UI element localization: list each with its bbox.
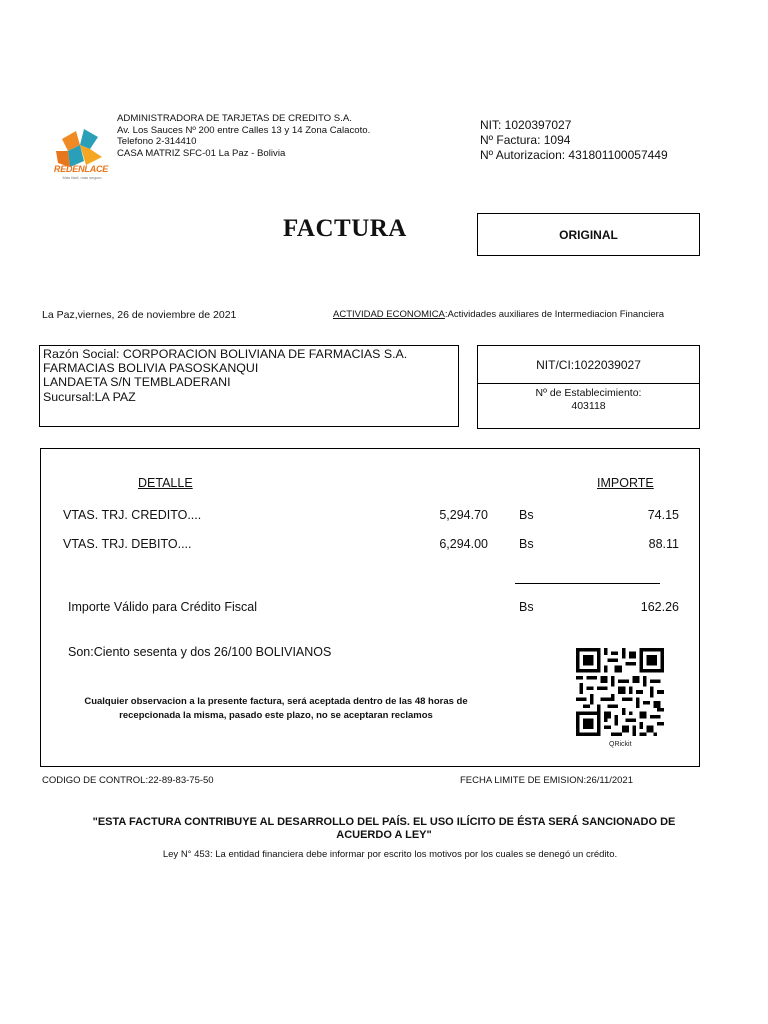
issuer-casa-matriz: CASA MATRIZ SFC-01 La Paz - Bolivia <box>117 147 286 159</box>
autorizacion-number: Nº Autorizacion: 431801100057449 <box>480 148 668 162</box>
codigo-control: CODIGO DE CONTROL:22-89-83-75-50 <box>42 775 214 786</box>
factura-number: Nº Factura: 1094 <box>480 133 571 147</box>
ley-453-notice: Ley N° 453: La entidad financiera debe informar por escrito los motivos por los cuales se denegó un crédito. <box>162 849 618 860</box>
page-title: FACTURA <box>283 215 407 242</box>
total-value: 162.26 <box>640 600 679 614</box>
row-credito-importe: 74.15 <box>647 508 679 522</box>
row-debito-amount: 6,294.00 <box>439 537 488 551</box>
nit-ci: NIT/CI:1022039027 <box>536 357 641 372</box>
legend-line-1: "ESTA FACTURA CONTRIBUYE AL DESARROLLO DEL PAÍS. EL USO ILÍCITO DE ÉSTA SERÁ SANCIONADO DE <box>92 816 676 828</box>
notice-line-1: Cualquier observacion a la presente factura, será aceptada dentro de las 48 horas de <box>84 696 468 707</box>
observation-notice <box>60 695 492 722</box>
total-currency: Bs <box>519 600 534 614</box>
issuer-name: ADMINISTRADORA DE TARJETAS DE CREDITO S.A. <box>117 113 352 124</box>
issuer-address: Av. Los Sauces Nº 200 entre Calles 13 y 14 Zona Calacoto. <box>117 124 371 136</box>
nit-ci-cell <box>478 346 699 384</box>
sucursal: Sucursal:LA PAZ <box>43 389 136 404</box>
issuer-phone: Telefono 2-314410 <box>117 136 197 147</box>
establecimiento-value: 403118 <box>571 400 606 412</box>
tax-info <box>480 118 668 163</box>
row-credito-currency: Bs <box>519 508 534 522</box>
legal-legend <box>70 816 698 841</box>
qr-label: QRickit <box>609 741 632 748</box>
header-importe: IMPORTE <box>597 476 654 490</box>
fecha-limite-emision: FECHA LIMITE DE EMISION:26/11/2021 <box>460 775 633 786</box>
client-line-3: LANDAETA S/N TEMBLADERANI <box>43 375 231 390</box>
razon-social: Razón Social: CORPORACION BOLIVIANA DE FARMACIAS S.A. <box>43 347 408 361</box>
logo-brand-text: REDENLACE <box>53 164 109 174</box>
notice-line-2: recepcionada la misma, pasado este plazo, no se aceptaran reclamos <box>119 709 433 721</box>
row-credito-amount: 5,294.70 <box>439 508 488 522</box>
client-info <box>43 347 407 404</box>
actividad-economica <box>333 309 664 320</box>
qr-code-icon <box>576 648 664 736</box>
row-debito-currency: Bs <box>519 537 534 551</box>
invoice-date: La Paz,viernes, 26 de noviembre de 2021 <box>42 309 237 321</box>
logo-tagline: Más fácil, más seguro <box>62 175 102 180</box>
copy-label-box <box>477 213 700 256</box>
header-detalle: DETALLE <box>138 476 193 490</box>
client-line-2: FARMACIAS BOLIVIA PASOSKANQUI <box>43 361 259 376</box>
legend-line-2: ACUERDO A LEY" <box>336 828 432 841</box>
actividad-label: ACTIVIDAD ECONOMICA <box>333 309 445 320</box>
establecimiento-label: Nº de Establecimiento: <box>535 387 642 399</box>
establecimiento <box>478 387 699 413</box>
amount-in-words: Son:Ciento sesenta y dos 26/100 BOLIVIANOS <box>68 645 332 659</box>
issuer-info <box>117 113 370 159</box>
actividad-value: :Actividades auxiliares de Intermediacion Financiera <box>444 309 665 320</box>
row-debito-desc: VTAS. TRJ. DEBITO.... <box>63 537 192 551</box>
total-rule <box>515 583 660 584</box>
copy-label: ORIGINAL <box>559 227 618 242</box>
row-debito-importe: 88.11 <box>648 537 679 551</box>
row-credito-desc: VTAS. TRJ. CREDITO.... <box>63 508 202 522</box>
nit: NIT: 1020397027 <box>480 118 572 132</box>
total-label: Importe Válido para Crédito Fiscal <box>68 600 257 614</box>
